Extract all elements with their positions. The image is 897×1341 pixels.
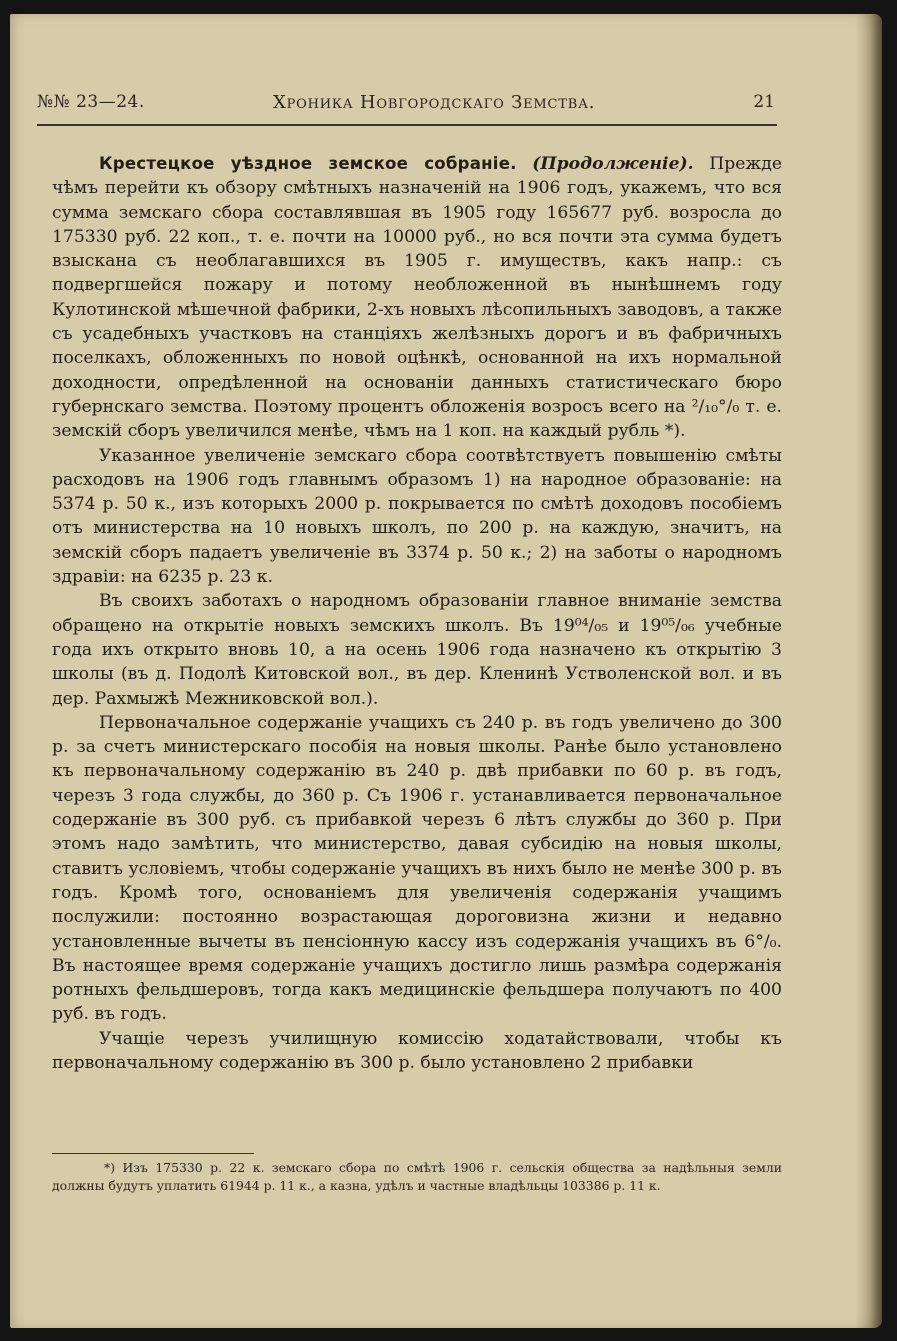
issue-number: №№ 23—24.: [37, 92, 145, 112]
paragraph-5: Учащіе черезъ училищную комиссію ходатайствовали, чтобы къ первоначальному содержанію въ 300 р. было установлено 2 прибавки: [52, 1028, 782, 1073]
article-body: [52, 152, 782, 1075]
footnote-text: *) Изъ 175330 р. 22 к. земскаго сбора по смѣтѣ 1906 г. сельскія общества за надѣльныя земли должны будутъ уплатить 61944 р. 11 к., а казна, удѣлъ и частные владѣльцы 103386 р. 11 к.: [52, 1160, 782, 1193]
page-binding-shadow: [856, 14, 882, 1328]
paragraph-1: [52, 152, 782, 444]
continuation-note: (Продолженіе).: [532, 154, 694, 174]
paragraph-4: Первоначальное содержаніе учащихъ съ 240 р. въ годъ увеличено до 300 р. за счетъ министерскаго пособія на новыя школы. Ранѣе было установлено къ первоначальному содержанію въ 240 р. двѣ прибавки по 60 р. въ годъ, черезъ 3 года службы, до 360 р. Съ 1906 г. устанавливается первоначальное содержаніе въ 300 руб. съ прибавкой черезъ 6 лѣтъ службы до 360 р. При этомъ надо замѣтить, что министерство, давая субсидію на новыя школы, ставитъ условіемъ, чтобы содержаніе учащихъ въ нихъ было не менѣе 300 р. въ годъ. Кромѣ того, основаніемъ для увеличенія содержанія учащимъ послужили: постоянно возрастающая дороговизна жизни и недавно установленные вычеты въ пенсіонную кассу изъ содержанія учащихъ въ 6°/₀. Въ настоящее время содержаніе учащихъ достигло лишь размѣра содержанія ротныхъ фельдшеровъ, тогда какъ медицинскіе фельдшера получаютъ по 400 руб. въ годъ.: [52, 712, 782, 1025]
footnote: [52, 1159, 782, 1194]
running-header: [37, 92, 775, 118]
footnote-rule: [52, 1153, 254, 1154]
header-rule: [37, 124, 777, 126]
page-number: 21: [753, 92, 775, 112]
paragraph-3: Въ своихъ заботахъ о народномъ образованіи главное вниманіе земства обращено на открытіе новыхъ земскихъ школъ. Въ 19⁰⁴/₀₅ и 19⁰⁵/₀₆ учебные года ихъ открыто вновь 10, а на осень 1906 года назначено къ открытію 3 школы (въ д. Подолѣ Китовской вол., въ дер. Кленинѣ Устволенской вол. и въ дер. Рахмыжѣ Межниковской вол.).: [52, 591, 782, 709]
section-heading: Крестецкое уѣздное земское собраніе.: [99, 154, 517, 173]
paragraph-1-text: Прежде чѣмъ перейти къ обзору смѣтныхъ назначеній на 1906 годъ, укажемъ, что вся сумма земскаго сбора составлявшая въ 1905 году 165677 руб. возросла до 175330 руб. 22 коп., т. е. почти на 10000 руб., но вся почти эта сумма будетъ взыскана съ необлагавшихся въ 1905 г. имуществъ, какъ напр.: съ подвергшейся пожару и потому необложенной въ нынѣшнемъ году Кулотинской мѣшечной фабрики, 2-хъ новыхъ лѣсопильныхъ заводовъ, а также съ усадебныхъ участковъ на станціяхъ желѣзныхъ дорогъ и въ фабричныхъ поселкахъ, обложенныхъ по новой оцѣнкѣ, основанной на ихъ нормальной доходности, опредѣленной на основаніи данныхъ статистическаго бюро губернскаго земства. Поэтому процентъ обложенія возросъ всего на ²/₁₀°/₀ т. е. земскій сборъ увеличился менѣе, чѣмъ на 1 коп. на каждый рубль *).: [52, 154, 782, 442]
paragraph-2: Указанное увеличеніе земскаго сбора соотвѣтствуетъ повышенію смѣты расходовъ на 1906 годъ главнымъ образомъ 1) на народное образованіе: на 5374 р. 50 к., изъ которыхъ 2000 р. покрывается по смѣтѣ доходовъ пособіемъ отъ министерства на 10 новыхъ школъ, по 200 р. на каждую, значитъ, на земскій сборъ падаетъ увеличеніе въ 3374 р. 50 к.; 2) на заботы о народномъ здравіи: на 6235 р. 23 к.: [52, 445, 782, 588]
journal-title: Хроника Новгородскаго Земства.: [273, 92, 596, 113]
